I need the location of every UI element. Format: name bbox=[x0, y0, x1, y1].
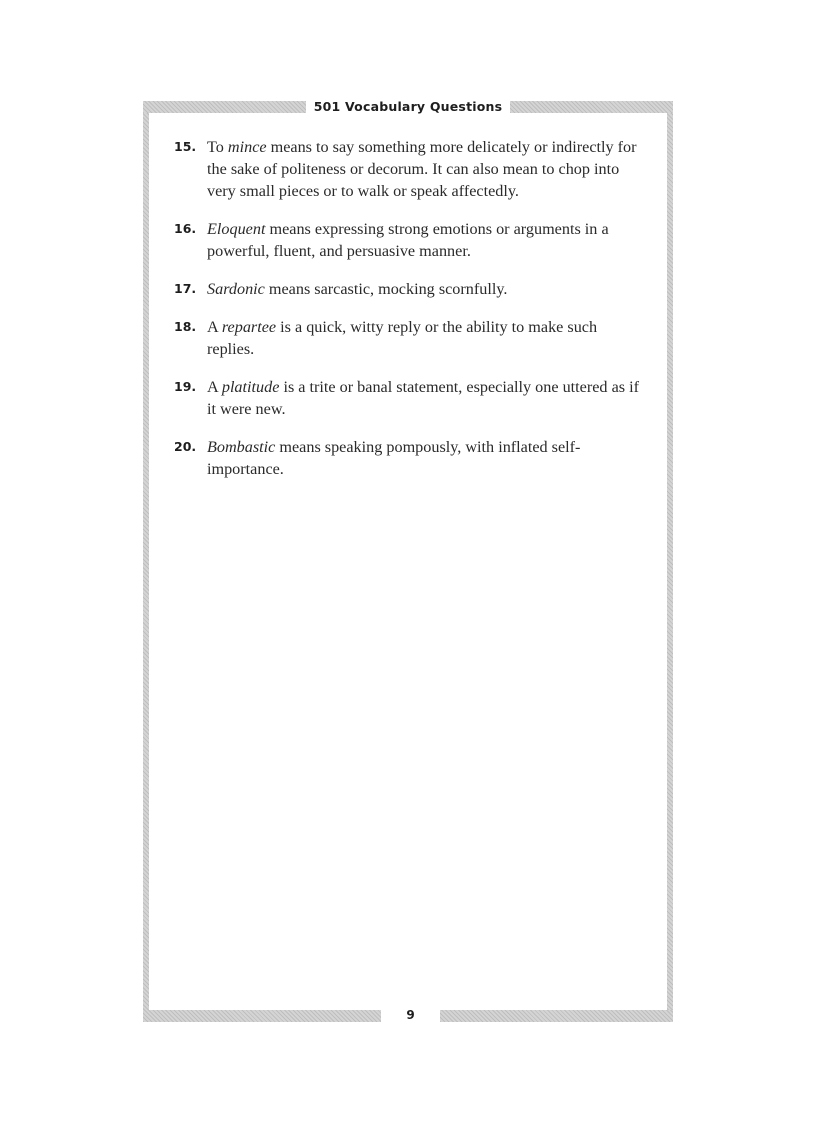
frame-right-bar bbox=[667, 101, 673, 1022]
entry-term: Sardonic bbox=[207, 280, 265, 298]
answer-entry bbox=[174, 376, 644, 420]
entry-term: platitude bbox=[221, 378, 280, 396]
entry-number: 17. bbox=[174, 281, 197, 296]
frame-left-bar bbox=[143, 101, 149, 1022]
entry-term: Bombastic bbox=[207, 438, 276, 456]
entry-definition: means to say something more delicately or indirectly for the sake of politeness or decorum. It can also mean to chop into very small pieces or to walk or speak affectedly. bbox=[207, 138, 637, 200]
answer-entry bbox=[174, 278, 644, 300]
answer-entry bbox=[174, 218, 644, 262]
entry-definition: means sarcastic, mocking scornfully. bbox=[264, 280, 508, 298]
answer-entry bbox=[174, 436, 644, 480]
entry-definition: is a trite or banal statement, especially one uttered as if it were new. bbox=[207, 378, 639, 418]
entry-number: 16. bbox=[174, 221, 197, 236]
entry-prefix: A bbox=[207, 318, 222, 336]
answer-entry bbox=[174, 136, 644, 202]
entry-number: 19. bbox=[174, 379, 197, 394]
page-number: 9 bbox=[406, 1008, 415, 1022]
entry-definition: means expressing strong emotions or arguments in a powerful, fluent, and persuasive manner. bbox=[207, 220, 609, 260]
entry-term: Eloquent bbox=[207, 220, 266, 238]
answer-entry bbox=[174, 316, 644, 360]
answer-list bbox=[174, 136, 644, 496]
entry-definition: means speaking pompously, with inflated self-importance. bbox=[207, 438, 581, 478]
running-header-title: 501 Vocabulary Questions bbox=[313, 99, 503, 114]
entry-term: repartee bbox=[221, 318, 277, 336]
entry-prefix: To bbox=[207, 138, 228, 156]
entry-definition: is a quick, witty reply or the ability to make such replies. bbox=[207, 318, 598, 358]
frame-bottom-left-bar bbox=[143, 1010, 381, 1022]
frame-bottom-right-bar bbox=[440, 1010, 673, 1022]
entry-term: mince bbox=[227, 138, 267, 156]
entry-number: 18. bbox=[174, 319, 197, 334]
entry-number: 15. bbox=[174, 139, 197, 154]
entry-prefix: A bbox=[207, 378, 222, 396]
frame-top-right-bar bbox=[510, 101, 673, 113]
frame-top-left-bar bbox=[143, 101, 306, 113]
entry-number: 20. bbox=[174, 439, 197, 454]
